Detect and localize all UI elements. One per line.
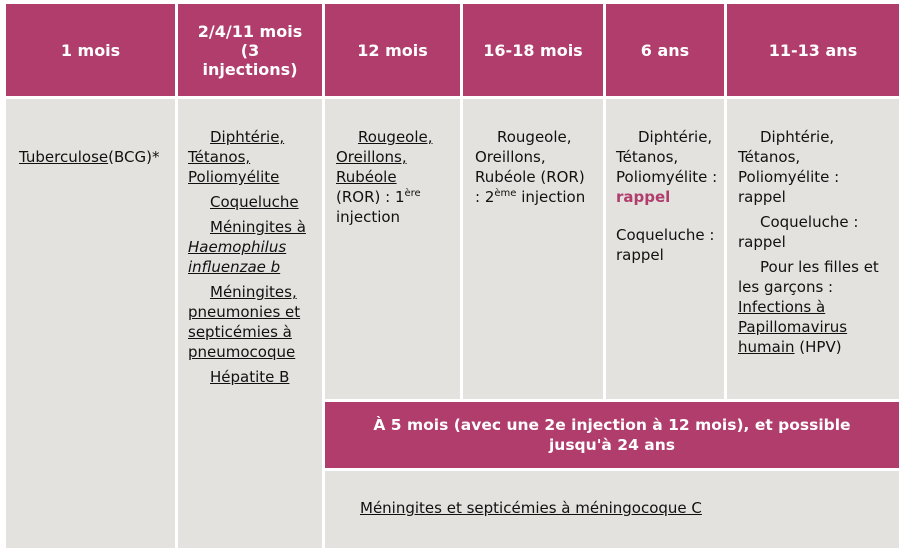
menc-schedule-line: À 5 mois (avec une 2e injection à 12 mois), et possible bbox=[373, 416, 851, 434]
header-12-mois bbox=[325, 4, 460, 96]
header-label: 12 mois bbox=[357, 40, 428, 60]
coqueluche-line: Coqueluche : bbox=[760, 213, 859, 231]
dtp-line: Poliomyélite : bbox=[616, 168, 718, 186]
link-poliomyelite[interactable]: Poliomyélite bbox=[188, 168, 280, 186]
cell-2-4-11-mois bbox=[178, 99, 322, 548]
hpv-line: humain bbox=[738, 338, 795, 356]
menc-schedule-line: jusqu'à 24 ans bbox=[548, 436, 675, 454]
link-meningocoque-c[interactable]: Méningites et septicémies à méningocoque C bbox=[360, 499, 702, 517]
pneumo-line: pneumocoque bbox=[188, 343, 296, 361]
header-11-13-ans bbox=[727, 4, 899, 96]
header-1-mois bbox=[6, 4, 175, 96]
header-label: 16-18 mois bbox=[483, 40, 583, 60]
dtp-line: Poliomyélite : bbox=[738, 168, 840, 186]
cell-11-13-ans bbox=[727, 99, 899, 399]
ror2-line: Rougeole, bbox=[497, 128, 572, 146]
coqueluche-line: rappel bbox=[738, 233, 786, 251]
cell-12-mois bbox=[325, 99, 460, 399]
pneumo-line: pneumonies et bbox=[188, 303, 301, 321]
cell-1-mois bbox=[6, 99, 175, 548]
ror-line: Oreillons, bbox=[336, 148, 407, 166]
link-ror[interactable] bbox=[336, 127, 456, 187]
cell-16-18-mois bbox=[463, 99, 603, 399]
link-hpv[interactable] bbox=[738, 297, 895, 357]
hpv-intro: Pour les filles et bbox=[760, 258, 879, 276]
dtp-line: Tétanos, bbox=[738, 148, 801, 166]
coqueluche-line: rappel bbox=[616, 246, 664, 264]
cell-menc bbox=[325, 471, 899, 548]
ror-dose-text: (ROR) : 1 bbox=[336, 188, 405, 206]
hib-line: Haemophilus bbox=[188, 238, 287, 256]
rappel-highlight: rappel bbox=[616, 188, 671, 206]
ror2-injection-text: injection bbox=[516, 188, 586, 206]
ror-line: Rougeole, bbox=[358, 128, 433, 146]
hpv-line: Infections à bbox=[738, 298, 826, 316]
ror2-dose-sup: ème bbox=[494, 188, 517, 199]
pneumo-line: septicémies à bbox=[188, 323, 292, 341]
link-pneumocoque[interactable] bbox=[188, 282, 316, 362]
dtp-line: rappel bbox=[738, 188, 786, 206]
cell-6-ans bbox=[606, 99, 724, 399]
ror-line: Rubéole bbox=[336, 168, 397, 186]
dtp-line: Diphtérie, bbox=[638, 128, 713, 146]
menc-schedule-bar bbox=[325, 402, 899, 468]
dtp-line: Tétanos, bbox=[616, 148, 679, 166]
ror2-line: Rubéole (ROR) bbox=[475, 168, 585, 186]
coqueluche-line: Coqueluche : bbox=[616, 226, 715, 244]
ror2-line: Oreillons, bbox=[475, 148, 546, 166]
hib-line: influenzae b bbox=[188, 258, 281, 276]
hpv-line: Papillomavirus bbox=[738, 318, 848, 336]
hpv-abbrev: (HPV) bbox=[794, 338, 842, 356]
link-diphterie[interactable]: Diphtérie, bbox=[210, 128, 285, 146]
link-tuberculose[interactable]: Tuberculose bbox=[19, 148, 109, 166]
link-hepatite-b[interactable]: Hépatite B bbox=[210, 368, 290, 386]
pneumo-line: Méningites, bbox=[210, 283, 297, 301]
link-tetanos[interactable]: Tétanos, bbox=[188, 148, 251, 166]
link-coqueluche[interactable]: Coqueluche bbox=[210, 193, 299, 211]
header-label: 1 mois bbox=[60, 40, 121, 60]
header-label: 6 ans bbox=[640, 40, 690, 60]
dtp-line: Diphtérie, bbox=[760, 128, 835, 146]
hib-line: Méningites à bbox=[210, 218, 306, 236]
ror-dose-sup: ère bbox=[404, 188, 421, 199]
bcg-label: (BCG)* bbox=[108, 148, 160, 166]
ror2-dose-text: : 2 bbox=[475, 188, 495, 206]
header-16-18-mois bbox=[463, 4, 603, 96]
ror-injection-text: injection bbox=[336, 208, 401, 226]
header-6-ans bbox=[606, 4, 724, 96]
link-hib[interactable] bbox=[188, 217, 316, 277]
hpv-intro: les garçons : bbox=[738, 278, 834, 296]
header-label: 11-13 ans bbox=[768, 40, 858, 60]
header-label: 2/4/11 mois (3 injections) bbox=[197, 21, 303, 79]
header-2-4-11-mois bbox=[178, 4, 322, 96]
